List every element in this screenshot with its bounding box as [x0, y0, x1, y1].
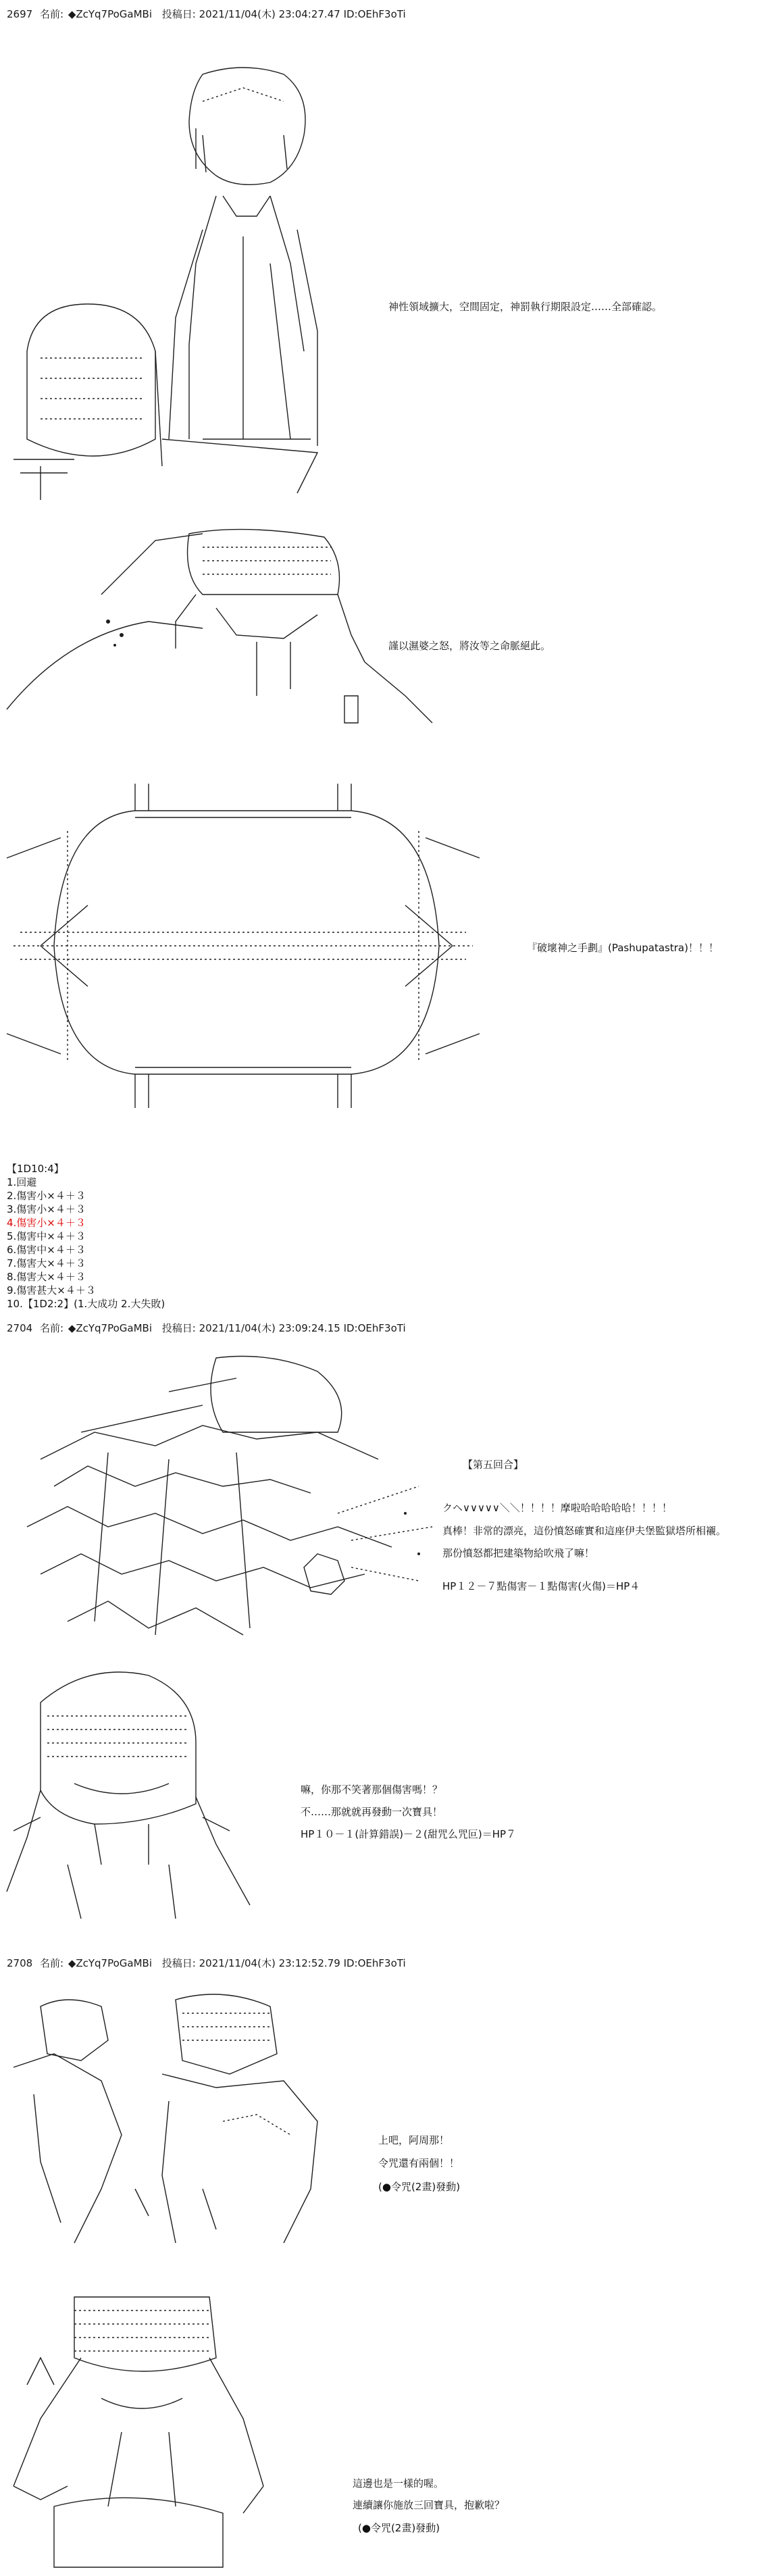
post-header-2704: [7, 1321, 406, 1335]
dice-item: 7.傷害大×４＋３: [7, 1257, 86, 1269]
dice-item: 3.傷害小×４＋３: [7, 1203, 86, 1215]
date-label: 投稿日:: [161, 1957, 196, 1969]
author-trip: ◆ZcYq7PoGaMBi: [68, 1322, 153, 1334]
dice-item: 8.傷害大×４＋３: [7, 1271, 86, 1283]
aa-art-standing-figure: [0, 61, 324, 500]
dialogue-line: 謹以濕婆之怒，將汝等之命脈絕此。: [388, 640, 551, 652]
post-number[interactable]: 2697: [7, 8, 33, 20]
aa-art-bust-figure: [0, 1662, 284, 1919]
name-label: 名前:: [39, 8, 64, 20]
aa-art-two-figures: [0, 1986, 351, 2256]
post-number[interactable]: 2704: [7, 1322, 33, 1334]
dialogue-line: 真棒！非常的漂亮，這份憤怒確實和這座伊夫堡監獄塔所相襯。: [442, 1525, 727, 1537]
dice-item: 5.傷害中×４＋３: [7, 1230, 86, 1242]
command-spell-line: (●令咒(2畫)發動): [378, 2181, 461, 2193]
author-trip: ◆ZcYq7PoGaMBi: [68, 8, 153, 20]
dice-item: 10.【1D2:2】(1.大成功 2.大失敗): [7, 1298, 165, 1310]
dice-item: 2.傷害小×４＋３: [7, 1190, 86, 1202]
post-header-2708: [7, 1956, 406, 1970]
aa-art-laughing-figure: [0, 1351, 446, 1655]
date-label: 投稿日:: [161, 8, 196, 20]
aa-art-gesturing-figure: [0, 2283, 284, 2574]
dice-result-list: [7, 1162, 165, 1311]
dice-item-highlighted: 4.傷害小×４＋３: [7, 1217, 86, 1229]
dice-item: 1.回避: [7, 1176, 37, 1188]
post-datetime: 2021/11/04(木) 23:04:27.47: [199, 8, 340, 20]
aa-art-reclining-figure: [0, 520, 446, 736]
name-label: 名前:: [39, 1957, 64, 1969]
dialogue-line: 令咒還有兩個！！: [378, 2157, 460, 2169]
post-datetime: 2021/11/04(木) 23:12:52.79: [199, 1957, 340, 1969]
date-label: 投稿日:: [161, 1322, 196, 1334]
dice-item: 9.傷害甚大×４＋３: [7, 1284, 96, 1296]
post-header-2697: [7, 7, 406, 21]
dialogue-line: 那份憤怒都把建築物給吹飛了嘛！: [442, 1547, 595, 1559]
hp-calculation-line: HP１０－１(計算錯誤)－２(甜咒么咒叵)＝HP７: [301, 1828, 517, 1840]
post-number[interactable]: 2708: [7, 1957, 33, 1969]
attack-name-line: 『破壞神之手劃』(Pashupatastra)！！！: [527, 942, 719, 954]
dialogue-line: 不……那就就再發動一次寶具！: [301, 1806, 443, 1818]
command-spell-line: (●令咒(2畫)發動): [358, 2522, 440, 2534]
post-id[interactable]: ID:OEhF3oTi: [343, 1322, 406, 1334]
author-trip: ◆ZcYq7PoGaMBi: [68, 1957, 153, 1969]
dialogue-line: 上吧，阿周那！: [378, 2134, 450, 2146]
dialogue-line: 連續讓你施放三回寶具，抱歉啦？: [353, 2499, 505, 2511]
dialogue-line: 這邊也是一樣的喔。: [353, 2477, 444, 2490]
post-id[interactable]: ID:OEhF3oTi: [343, 8, 406, 20]
hp-calculation-line: HP１２－７點傷害－１點傷害(火傷)＝HP４: [442, 1580, 640, 1592]
dice-header: 【1D10:4】: [7, 1163, 64, 1175]
post-id[interactable]: ID:OEhF3oTi: [343, 1957, 406, 1969]
dialogue-line: 嘛，你那不笑著那個傷害嗎！？: [301, 1784, 443, 1796]
aa-art-radiant-ring: [0, 770, 486, 1121]
dialogue-line: クヘ∨∨∨∨∨＼＼！！！！摩啦哈哈哈哈哈！！！！: [442, 1502, 672, 1514]
name-label: 名前:: [39, 1322, 64, 1334]
dice-item: 6.傷害中×４＋３: [7, 1244, 86, 1256]
dialogue-line: 神性領域擴大，空間固定，神罰執行期限設定……全部確認。: [388, 301, 663, 313]
post-datetime: 2021/11/04(木) 23:09:24.15: [199, 1322, 340, 1334]
round-title: 【第五回合】: [463, 1459, 524, 1471]
